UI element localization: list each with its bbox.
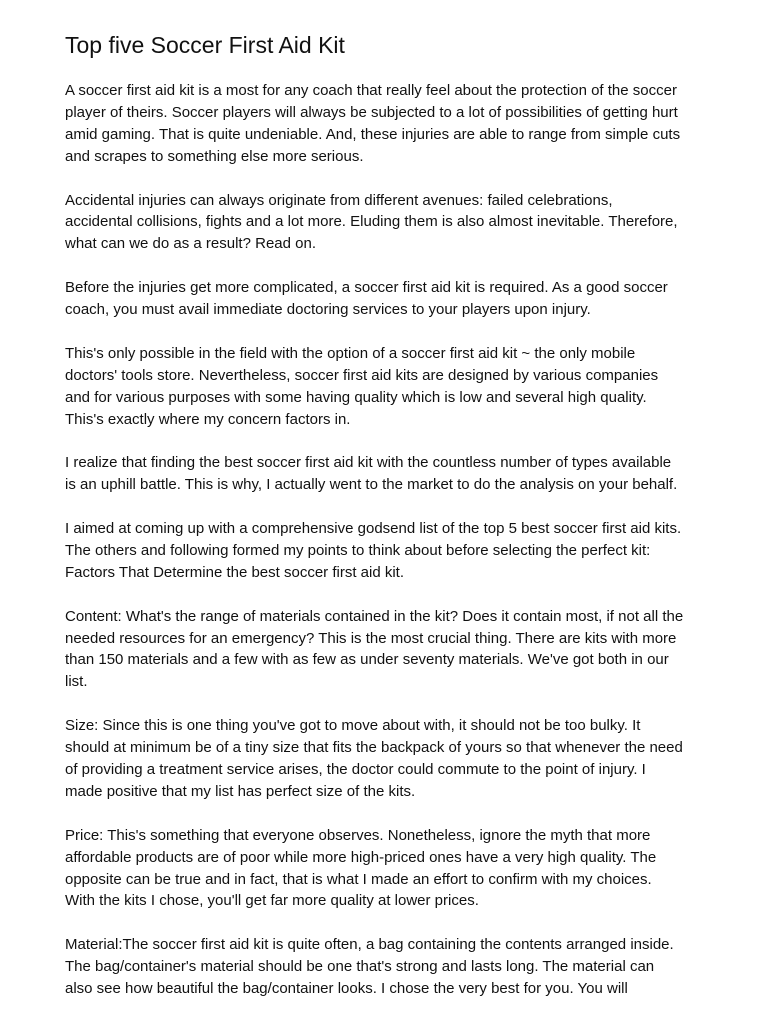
paragraph-line: Factors That Determine the best soccer first aid kit. (65, 563, 405, 581)
paragraph (65, 452, 715, 496)
paragraph-line: needed resources for an emergency? This is the most crucial thing. There are kits with more (65, 629, 677, 647)
paragraph (65, 343, 715, 431)
paragraph-line: Price: This's something that everyone observes. Nonetheless, ignore the myth that more (65, 826, 651, 844)
paragraph (65, 825, 715, 913)
paragraph-line: opposite can be true and in fact, that is what I made an effort to confirm with my choices. (65, 870, 652, 888)
paragraph-line: coach, you must avail immediate doctoring services to your players upon injury. (65, 301, 591, 319)
paragraph-line: Accidental injuries can always originate from different avenues: failed celebrations, (65, 191, 613, 209)
paragraph-line: affordable products are of poor while more high-priced ones have a very high quality. The (65, 848, 657, 866)
paragraph-line: and scrapes to something else more serious. (65, 147, 364, 165)
paragraph (65, 277, 715, 321)
paragraph-line: doctors' tools store. Nevertheless, soccer first aid kits are designed by various companies (65, 366, 659, 384)
paragraph (65, 518, 715, 584)
paragraph (65, 80, 715, 168)
paragraph-line: Material:The soccer first aid kit is quite often, a bag containing the contents arranged inside. (65, 936, 674, 954)
paragraph-line: Size: Since this is one thing you've got to move about with, it should not be too bulky. It (65, 717, 641, 735)
paragraph-line: should at minimum be of a tiny size that fits the backpack of yours so that whenever the need (65, 739, 683, 757)
paragraph-line: what can we do as a result? Read on. (65, 235, 316, 253)
paragraph-line: is an uphill battle. This is why, I actually went to the market to do the analysis on your behalf. (65, 476, 678, 494)
paragraph-line: A soccer first aid kit is a most for any coach that really feel about the protection of the soccer (65, 82, 677, 99)
document-title: Top five Soccer First Aid Kit (65, 32, 345, 58)
paragraph-line: This's exactly where my concern factors in. (65, 410, 351, 428)
paragraph (65, 606, 715, 694)
paragraph-line: I aimed at coming up with a comprehensive godsend list of the top 5 best soccer first aid kits. (65, 520, 682, 538)
paragraph-line: amid gaming. That is quite undeniable. And, these injuries are able to range from simple cuts (65, 125, 681, 143)
paragraph (65, 190, 715, 256)
paragraph (65, 715, 715, 803)
paragraph-line: also see how beautiful the bag/container looks. I chose the very best for you. You will (65, 980, 628, 998)
paragraph-line: accidental collisions, fights and a lot more. Eluding them is also almost inevitable. Therefore, (65, 213, 678, 231)
paragraph-line: than 150 materials and a few with as few as under seventy materials. We've got both in our (65, 651, 669, 669)
paragraph-line: and for various purposes with some having quality which is low and several high quality. (65, 388, 647, 406)
paragraph-line: This's only possible in the field with the option of a soccer first aid kit ~ the only mobile (65, 344, 636, 362)
paragraph-line: player of theirs. Soccer players will always be subjected to a lot of possibilities of getting hurt (65, 103, 678, 121)
paragraph-line: The bag/container's material should be one that's strong and lasts long. The material can (65, 958, 655, 976)
paragraph-line: I realize that finding the best soccer first aid kit with the countless number of types available (65, 454, 672, 472)
paragraph-line: made positive that my list has perfect size of the kits. (65, 782, 416, 800)
paragraph (65, 934, 715, 1000)
paragraph-line: list. (65, 673, 88, 691)
document-body (65, 80, 715, 1022)
paragraph-line: Before the injuries get more complicated, a soccer first aid kit is required. As a good soccer (65, 279, 668, 297)
paragraph-line: With the kits I chose, you'll get far more quality at lower prices. (65, 892, 479, 910)
paragraph-line: of providing a treatment service arises, the doctor could commute to the point of injury. I (65, 760, 646, 778)
paragraph-line: Content: What's the range of materials contained in the kit? Does it contain most, if not all the (65, 607, 684, 625)
paragraph-line: The others and following formed my points to think about before selecting the perfect kit: (65, 541, 651, 559)
